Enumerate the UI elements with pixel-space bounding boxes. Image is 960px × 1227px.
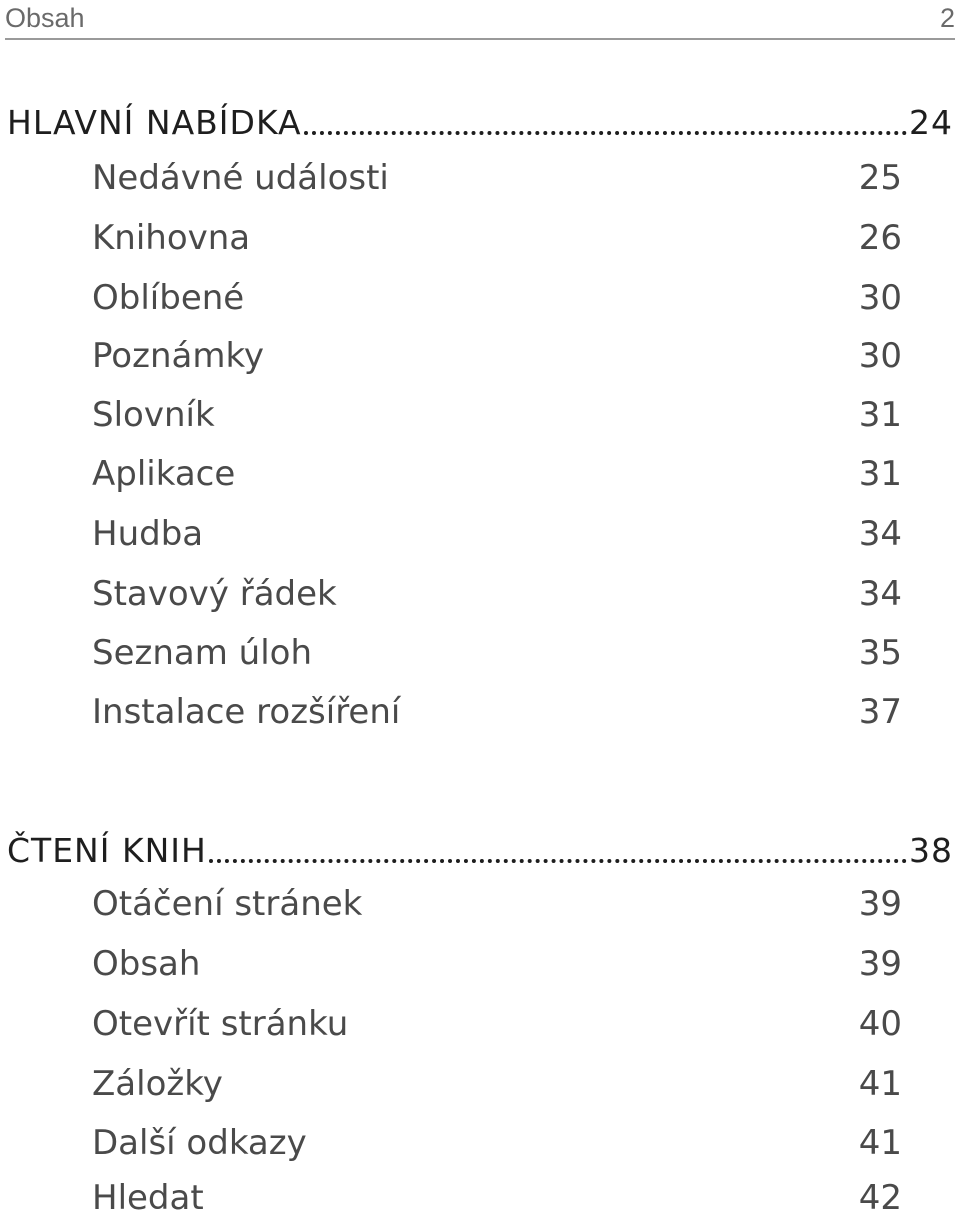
section-title: HLAVNÍ NABÍDKA <box>7 103 302 142</box>
section-page-number: 38 <box>909 831 953 870</box>
toc-entry[interactable] <box>92 210 902 266</box>
toc-entry[interactable] <box>92 566 902 622</box>
toc-entry-title: Seznam úloh <box>92 633 313 673</box>
page-header-title: Obsah <box>5 3 85 33</box>
page-header <box>5 0 955 40</box>
toc-entry[interactable] <box>92 996 902 1052</box>
toc-entry-page: 34 <box>858 514 902 554</box>
section-page-number: 24 <box>909 103 953 142</box>
toc-entry-title: Hudba <box>92 514 204 554</box>
toc-entry[interactable] <box>92 446 902 502</box>
toc-section-heading[interactable] <box>7 820 953 870</box>
toc-entry-title: Záložky <box>92 1064 223 1104</box>
toc-entry-page: 25 <box>858 158 902 198</box>
toc-entry-title: Oblíbené <box>92 278 245 318</box>
toc-entry[interactable] <box>92 328 902 384</box>
toc-entry-title: Nedávné události <box>92 158 389 198</box>
toc-entry[interactable] <box>92 1170 902 1226</box>
toc-entry-title: Další odkazy <box>92 1123 307 1163</box>
toc-entry-title: Instalace rozšíření <box>92 692 401 732</box>
toc-entry-page: 41 <box>858 1064 902 1104</box>
toc-entry[interactable] <box>92 936 902 992</box>
toc-entry-page: 39 <box>858 944 902 984</box>
dot-leader <box>209 859 907 863</box>
page-number: 2 <box>939 3 955 33</box>
toc-entry[interactable] <box>92 150 902 206</box>
toc-entry[interactable] <box>92 270 902 326</box>
toc-section-heading[interactable] <box>7 92 953 142</box>
toc-entry[interactable] <box>92 1056 902 1112</box>
toc-entry[interactable] <box>92 387 902 443</box>
toc-entry-page: 42 <box>858 1178 902 1218</box>
toc-entry[interactable] <box>92 506 902 562</box>
toc-entry-title: Hledat <box>92 1178 204 1218</box>
toc-entry-title: Otáčení stránek <box>92 884 363 924</box>
toc-entry-title: Knihovna <box>92 218 251 258</box>
toc-entry-page: 30 <box>858 278 902 318</box>
toc-entry-title: Obsah <box>92 944 201 984</box>
toc-entry-title: Poznámky <box>92 336 265 376</box>
toc-entry[interactable] <box>92 684 902 740</box>
toc-entry-title: Slovník <box>92 395 215 435</box>
dot-leader <box>304 131 907 135</box>
toc-entry-page: 41 <box>858 1123 902 1163</box>
section-title: ČTENÍ KNIH <box>7 831 207 870</box>
toc-entry[interactable] <box>92 876 902 932</box>
toc-entry[interactable] <box>92 625 902 681</box>
toc-entry-title: Aplikace <box>92 454 236 494</box>
toc-entry-page: 26 <box>858 218 902 258</box>
toc-entry[interactable] <box>92 1115 902 1171</box>
toc-entry-page: 34 <box>858 574 902 614</box>
toc-entry-page: 35 <box>858 633 902 673</box>
toc-entry-page: 31 <box>858 395 902 435</box>
toc-entry-page: 37 <box>858 692 902 732</box>
toc-entry-page: 31 <box>858 454 902 494</box>
toc-entry-title: Stavový řádek <box>92 574 337 614</box>
toc-entry-title: Otevřít stránku <box>92 1004 349 1044</box>
toc-entry-page: 30 <box>858 336 902 376</box>
toc-entry-page: 40 <box>858 1004 902 1044</box>
toc-entry-page: 39 <box>858 884 902 924</box>
